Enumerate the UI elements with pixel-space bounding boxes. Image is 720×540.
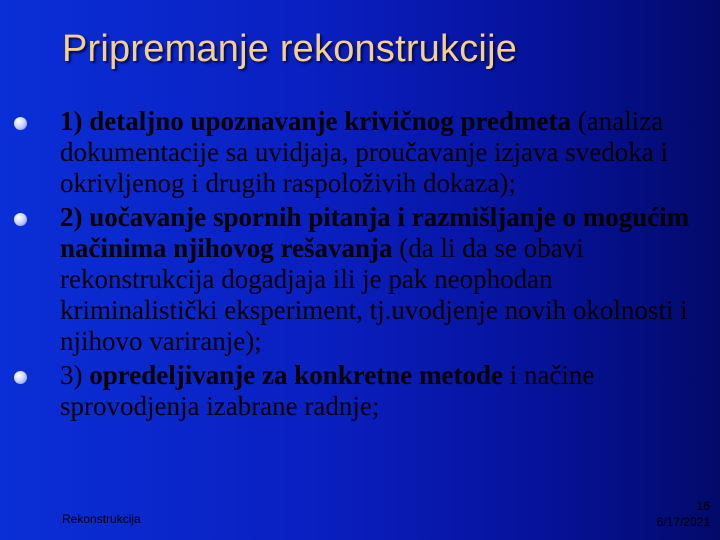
bullet-item-3-text: i načine sprovodjenja izabrane radnje;	[60, 360, 595, 421]
footer-label: Rekonstrukcija	[62, 512, 141, 526]
bullet-item-1	[0, 106, 720, 199]
bullet-icon	[14, 117, 27, 130]
bullet-item-3-prefix: 3)	[60, 360, 90, 390]
page-number: 16	[696, 499, 710, 513]
bullet-item-2-text: (da li da se obavi rekonstrukcija dogadjaja ili je pak neophodan kriminalistički eksperiment, tj.uvodjenje novih okolnosti i njihovo variranje);	[60, 233, 688, 356]
bullet-icon	[14, 213, 27, 226]
slide-title: Pripremanje rekonstrukcije	[62, 28, 518, 70]
bullet-item-1-bold: 1) detaljno upoznavanje krivičnog predmeta	[60, 106, 571, 136]
bullet-item-2	[0, 202, 720, 357]
bullet-item-2-bold: 2) uočavanje spornih pitanja i razmišljanje o mogućim načinima njihovog rešavanja	[60, 202, 690, 263]
bullet-list	[0, 106, 720, 425]
slide-date: 6/17/2021	[656, 515, 710, 529]
bullet-item-1-text: (analiza dokumentacije sa uvidjaja, proučavanje izjava svedoka i okrivljenog i drugih raspoloživih dokaza);	[60, 106, 669, 198]
bullet-item-3-bold: opredeljivanje za konkretne metode	[89, 360, 503, 390]
bullet-item-3	[0, 360, 720, 422]
bullet-icon	[14, 371, 27, 384]
footer-info	[657, 498, 710, 530]
